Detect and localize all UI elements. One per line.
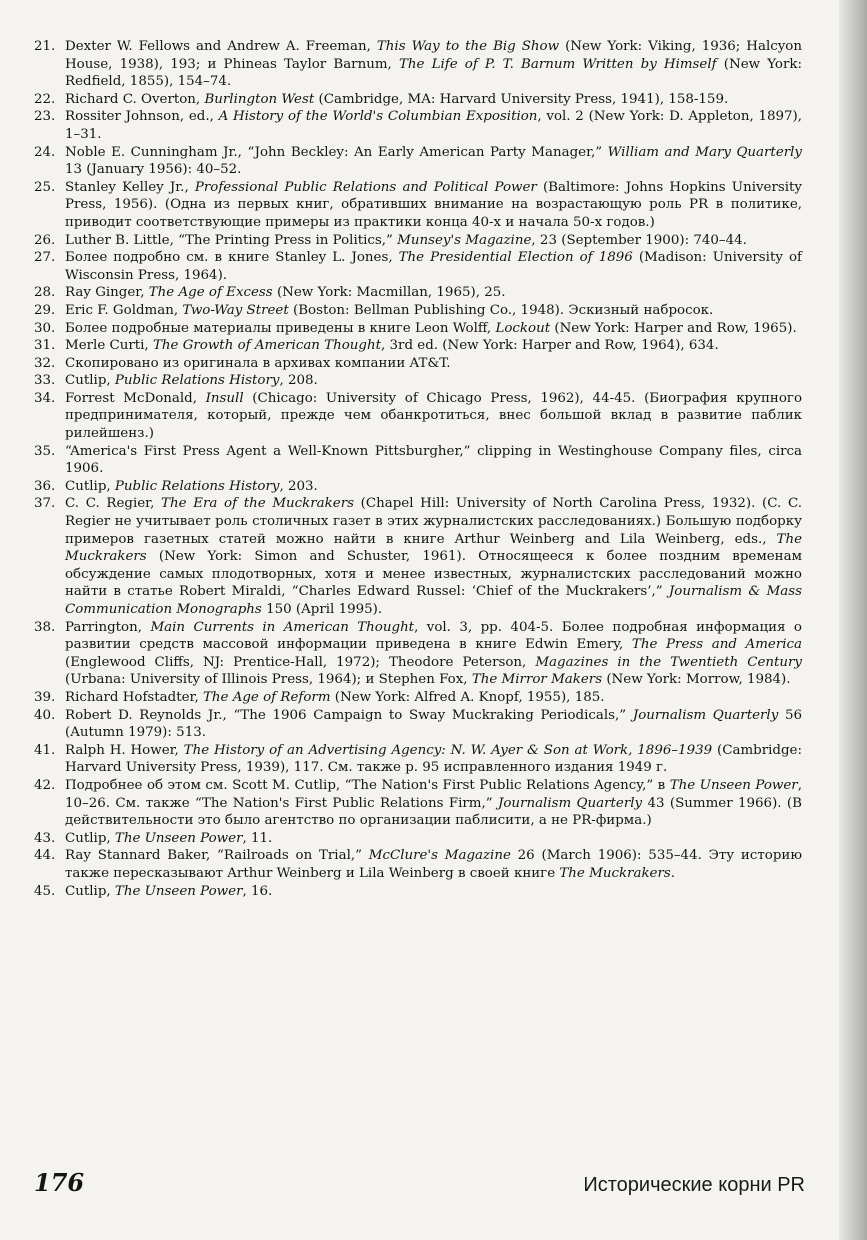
running-head: Исторические корни PR	[583, 1174, 805, 1196]
endnote	[34, 355, 802, 373]
endnote	[34, 847, 802, 882]
endnote-text: (New York: Alfred A. Knopf, 1955), 185.	[330, 689, 605, 705]
endnote-text: , 3rd ed. (New York: Harper and Row, 1964), 634.	[381, 338, 719, 354]
endnote	[34, 337, 802, 355]
endnote-text: Richard C. Overton,	[65, 91, 205, 107]
endnote-text: Stanley Kelley Jr.,	[65, 179, 195, 195]
page-binding-shadow	[839, 0, 867, 1240]
endnote-number: 32.	[34, 355, 56, 371]
endnote-text: Eric F. Goldman,	[65, 302, 183, 318]
endnote	[34, 883, 802, 901]
endnote-text: Noble E. Cunningham Jr., “John Beckley: An Early American Party Manager,”	[65, 144, 608, 160]
endnote-number: 40.	[34, 707, 56, 723]
endnote-italic-title: The Growth of American Thought	[152, 338, 382, 354]
endnote-number: 21.	[34, 39, 56, 54]
endnote-text: (New York: Simon and Schuster, 1961). Относящееся к более поздним временам обсуждение самых плодотворных, хотя и менее известных, журналистских расследований можно найти в статье Robert Miraldi, “Charles Edward Russel: ‘Chief of the Muckrakers’,”	[65, 549, 802, 600]
endnote-italic-title: The Life of P. T. Barnum Written by Himself	[398, 56, 717, 72]
endnote-text: (Cambridge: Harvard University Press, 1939), 117. См. также p. 95 исправленного издания 1949 г.	[65, 742, 802, 776]
endnote	[34, 179, 802, 232]
endnote-number: 39.	[34, 689, 56, 705]
endnote-text: Robert D. Reynolds Jr., “The 1906 Campaign to Sway Muckraking Periodicals,”	[65, 707, 633, 723]
endnote-number: 29.	[34, 302, 56, 318]
endnote	[34, 689, 802, 707]
endnote-text: (New York: Morrow, 1984).	[602, 672, 791, 688]
endnote-italic-title: Munsey's Magazine	[397, 232, 532, 248]
endnote-text: , 203.	[279, 478, 318, 494]
endnote-number: 44.	[34, 848, 56, 864]
endnote-italic-title: The History of an Advertising Agency: N. W. Ayer & Son at Work, 1896–1939	[183, 742, 713, 758]
endnote-number: 33.	[34, 373, 56, 389]
endnote	[34, 108, 802, 143]
endnote	[34, 830, 802, 848]
endnote	[34, 478, 802, 496]
endnote	[34, 144, 802, 179]
page-footer	[34, 1168, 805, 1197]
endnote-text: Dexter W. Fellows and Andrew A. Freeman,	[65, 39, 377, 54]
endnote-number: 23.	[34, 109, 56, 125]
endnote-number: 22.	[34, 91, 56, 107]
endnote-text: , 208.	[279, 373, 318, 389]
endnote-text: Cutlip,	[65, 883, 115, 899]
endnote-text: Cutlip,	[65, 373, 115, 389]
endnote-text: (Madison: University of Wisconsin Press, 1964).	[65, 250, 802, 283]
endnote-italic-title: William and Mary Quarterly	[607, 144, 802, 160]
endnote	[34, 777, 802, 830]
endnote-number: 28.	[34, 285, 56, 301]
endnote-italic-title: Two-Way Street	[182, 302, 289, 318]
endnote-italic-title: The Era of the Muckrakers	[161, 496, 354, 512]
endnote-text: , 16.	[242, 883, 273, 899]
endnote-italic-title: Insull	[205, 390, 244, 406]
endnote-number: 26.	[34, 232, 56, 248]
endnote-italic-title: Public Relations History	[114, 373, 280, 389]
endnote	[34, 390, 802, 443]
endnote-text: (New York: Viking, 1936; Halcyon House, 1938), 193; и Phineas Taylor Barnum,	[65, 39, 802, 72]
endnote-text: Richard Hofstadter,	[65, 689, 203, 705]
endnote-italic-title: McClure's Magazine	[368, 848, 511, 864]
endnote-italic-title: The Muckrakers	[65, 531, 802, 565]
endnote-italic-title: Burlington West	[204, 91, 315, 107]
endnote-text: Скопировано из оригинала в архивах компании AT&T.	[65, 355, 451, 371]
endnote-italic-title: Lockout	[495, 320, 551, 336]
endnote-text: , vol. 3, pp. 404-5. Более подробная информация о развитии средств массовой информации приведена в книге Edwin Emery,	[65, 619, 802, 653]
endnote-text: , 11.	[242, 830, 273, 846]
endnote	[34, 372, 802, 390]
endnote-text: (New York: Harper and Row, 1965).	[550, 320, 797, 336]
endnote-text: (Cambridge, MA: Harvard University Press, 1941), 158-159.	[314, 91, 729, 107]
page-number: 176	[34, 1168, 85, 1197]
endnote-text: , 10–26. См. также “The Nation's First Public Relations Firm,”	[65, 777, 802, 811]
endnote-italic-title: The Press and America	[631, 637, 802, 653]
endnote-text: “America's First Press Agent a Well-Known Pittsburgher,” clipping in Westinghouse Company files, circa 1906.	[65, 443, 802, 477]
endnote-text: Rossiter Johnson, ed.,	[65, 109, 219, 125]
endnote-italic-title: The Age of Reform	[202, 689, 331, 705]
endnote-italic-title: Journalism & Mass Communication Monographs	[65, 584, 802, 617]
endnote-italic-title: Journalism Quarterly	[497, 795, 643, 811]
endnote-text: 150 (April 1995).	[261, 602, 383, 617]
endnote-number: 34.	[34, 390, 56, 406]
endnote-text: Ralph H. Hower,	[65, 742, 184, 758]
endnote-text: Подробнее об этом см. Scott M. Cutlip, “The Nation's First Public Relations Agency,” в	[65, 777, 670, 793]
endnote	[34, 249, 802, 284]
endnote	[34, 38, 802, 91]
endnote-italic-title: This Way to the Big Show	[376, 39, 560, 54]
endnote	[34, 232, 802, 250]
endnote-italic-title: The Unseen Power	[669, 777, 798, 793]
endnote-text: (Boston: Bellman Publishing Co., 1948). Эскизный набросок.	[288, 302, 714, 318]
endnote-number: 42.	[34, 777, 56, 793]
endnote-text: Более подробные материалы приведены в книге Leon Wolff,	[65, 320, 496, 336]
endnote-number: 36.	[34, 478, 56, 494]
endnote-italic-title: The Mirror Makers	[471, 672, 603, 688]
endnote	[34, 91, 802, 109]
endnote-text: Ray Ginger,	[65, 285, 149, 301]
endnote-italic-title: Magazines in the Twentieth Century	[535, 654, 802, 670]
endnote-number: 25.	[34, 179, 56, 195]
endnote	[34, 443, 802, 478]
endnote-italic-title: The Age of Excess	[148, 285, 273, 301]
endnote-italic-title: Journalism Quarterly	[632, 707, 779, 723]
endnote-number: 45.	[34, 883, 56, 899]
endnote-italic-title: A History of the World's Columbian Exposition	[218, 109, 538, 125]
endnote-text: 26 (March 1906): 535–44. Эту историю также пересказывают Arthur Weinberg и Lila Weinberg в своей книге	[65, 848, 802, 881]
endnote-text: Ray Stannard Baker, “Railroads on Trial,”	[65, 848, 369, 864]
endnote-number: 24.	[34, 144, 56, 160]
endnote-text: (New York: Macmillan, 1965), 25.	[272, 285, 506, 301]
endnote-number: 41.	[34, 742, 56, 758]
endnote-text: Более подробно см. в книге Stanley L. Jones,	[65, 250, 399, 266]
endnote-text: 56 (Autumn 1979): 513.	[65, 707, 802, 741]
endnote-text: , 23 (September 1900): 740–44.	[531, 232, 747, 248]
endnote-text: , vol. 2 (New York: D. Appleton, 1897), 1–31.	[65, 109, 803, 142]
endnotes-list	[34, 38, 802, 900]
endnote	[34, 302, 802, 320]
endnote-italic-title: The Presidential Election of 1896	[398, 250, 633, 266]
endnote-text: (Chicago: University of Chicago Press, 1962), 44-45. (Биография крупного предпринимателя, который, прежде чем обанкротиться, внес большой вклад в развитие паблик рилейшенз.)	[65, 390, 803, 442]
endnote-text: (Englewood Cliffs, NJ: Prentice-Hall, 1972); Theodore Peterson,	[65, 654, 536, 670]
endnote	[34, 742, 802, 777]
endnote-text: 13 (January 1956): 40–52.	[65, 162, 242, 178]
endnote-number: 30.	[34, 320, 56, 336]
endnote	[34, 495, 802, 618]
endnote-text: Merle Curti,	[65, 338, 153, 354]
endnote-number: 27.	[34, 250, 56, 266]
endnote-text: Forrest McDonald,	[65, 390, 206, 406]
endnote-italic-title: The Muckrakers	[559, 865, 671, 881]
endnote-text: Cutlip,	[65, 478, 115, 494]
endnote-italic-title: Public Relations History	[114, 478, 280, 494]
endnote-italic-title: The Unseen Power	[114, 830, 243, 846]
endnote-text: Luther B. Little, “The Printing Press in Politics,”	[65, 232, 398, 248]
endnote-number: 31.	[34, 338, 56, 354]
endnote-text: Cutlip,	[65, 830, 115, 846]
endnote-number: 35.	[34, 443, 56, 459]
endnote-text: (Baltimore: Johns Hopkins University Press, 1956). (Одна из первых книг, обративших внимание на возрастающую роль PR в политике, приводит соответствующие примеры из практики конца 40-х и начала 50-х годов.)	[65, 179, 802, 230]
endnote-text: 43 (Summer 1966). (В действительности это было агентство по организации паблисити, а не PR-фирма.)	[65, 795, 802, 829]
endnote	[34, 707, 802, 742]
endnote-text: (Chapel Hill: University of North Carolina Press, 1932). (C. C. Regier не учитывает роль столичных газет в этих журналистских расследованиях.) Большую подборку примеров газетных статей можно найти в книге Arthur Weinberg and Lila Weinberg, eds.,	[65, 496, 802, 547]
endnote-number: 43.	[34, 830, 56, 846]
endnote-text: (New York: Redfield, 1855), 154–74.	[65, 56, 802, 90]
endnote-text: (Urbana: University of Illinois Press, 1964); и Stephen Fox,	[65, 672, 472, 688]
endnote-text: Parrington,	[65, 619, 151, 635]
endnote-italic-title: Professional Public Relations and Political Power	[194, 179, 537, 195]
endnote-number: 38.	[34, 619, 56, 635]
endnote-italic-title: Main Currents in American Thought	[150, 619, 415, 635]
endnote	[34, 619, 802, 689]
endnote-text: .	[670, 865, 676, 881]
endnote	[34, 284, 802, 302]
endnote-text: C. C. Regier,	[65, 496, 162, 512]
endnote	[34, 320, 802, 338]
endnote-italic-title: The Unseen Power	[114, 883, 243, 899]
endnote-number: 37.	[34, 496, 56, 512]
